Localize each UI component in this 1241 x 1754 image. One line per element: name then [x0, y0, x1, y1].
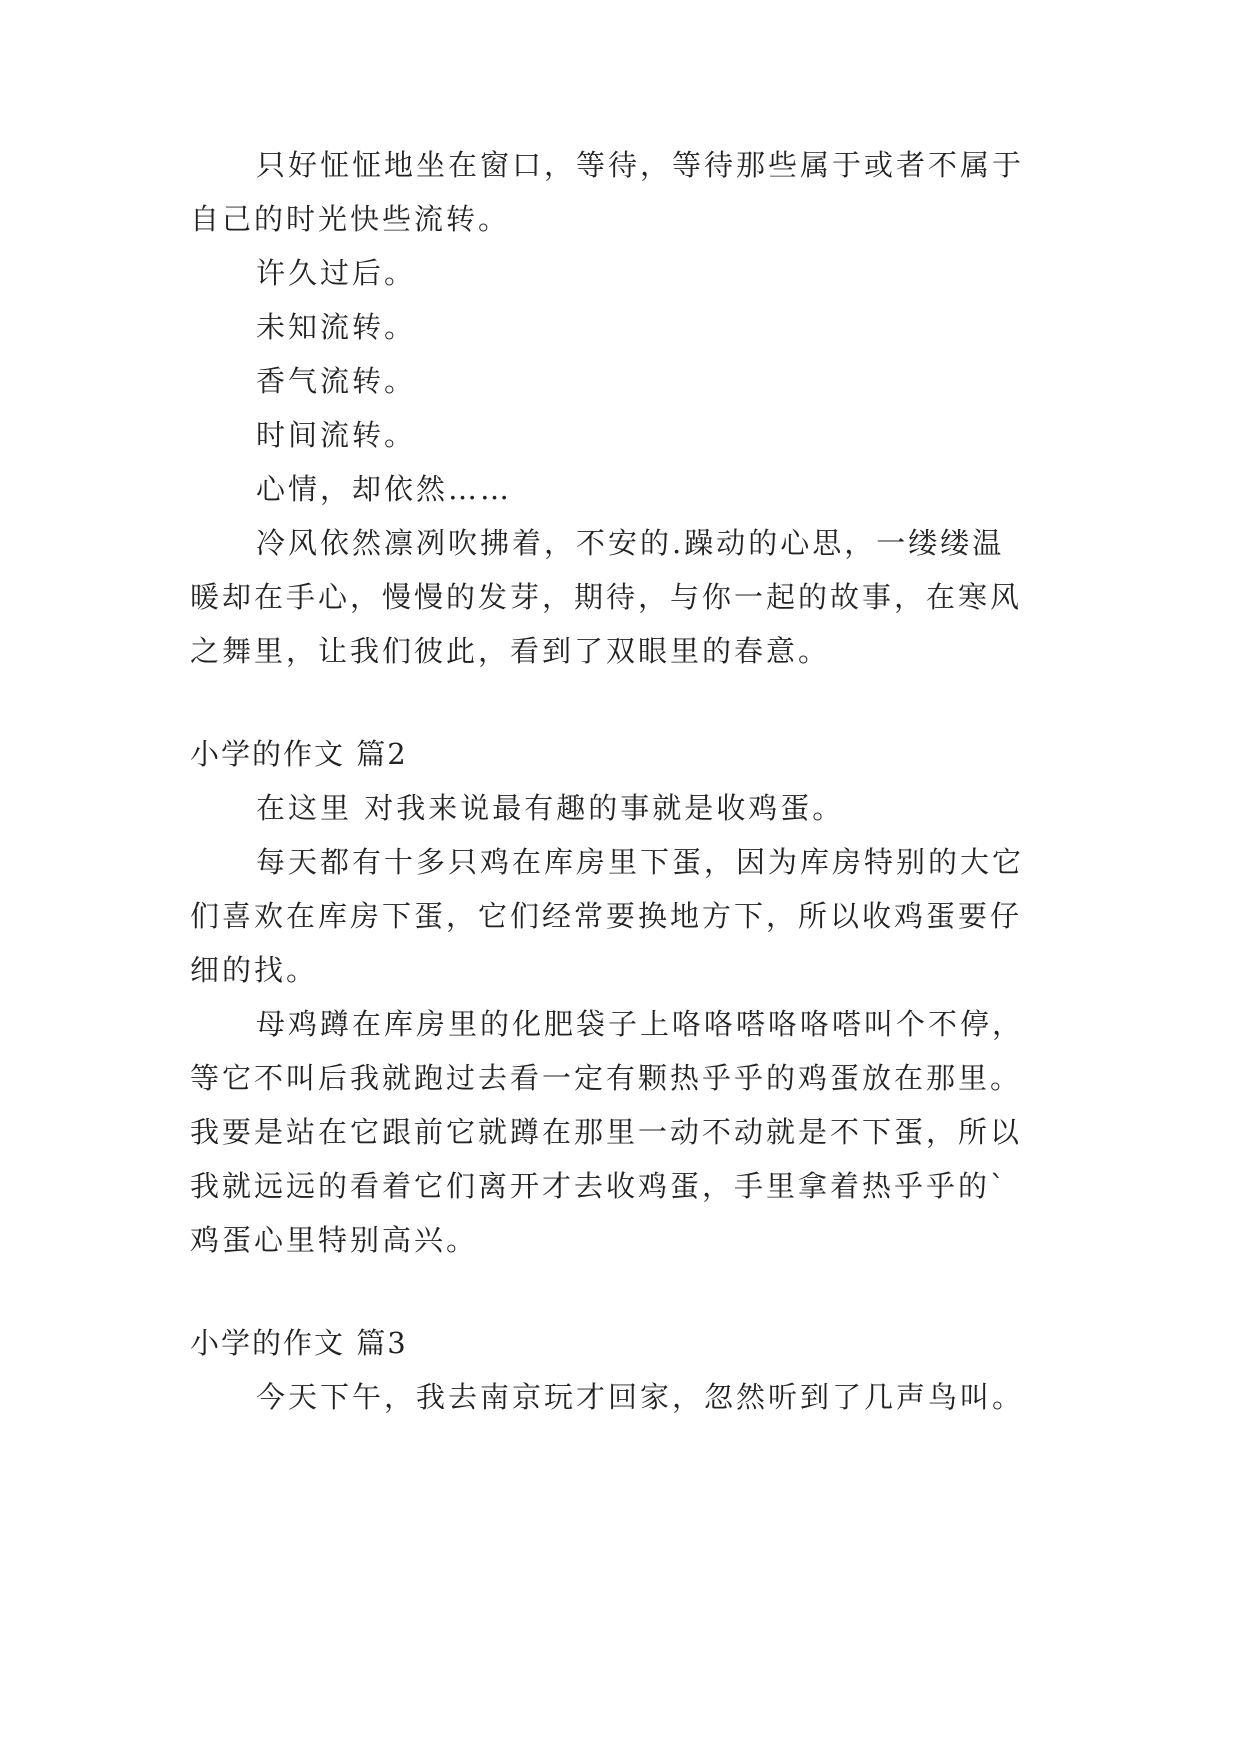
paragraph-line: 在这里 对我来说最有趣的事就是收鸡蛋。 — [256, 791, 845, 825]
section-heading: 小学的作文 篇2 — [190, 737, 408, 771]
paragraph-line: 母鸡蹲在库房里的化肥袋子上咯咯嗒咯咯嗒叫个不停， — [256, 1007, 1025, 1041]
paragraph-line: 细的找。 — [190, 953, 319, 987]
section-heading: 小学的作文 篇3 — [190, 1326, 408, 1360]
paragraph-line: 每天都有十多只鸡在库房里下蛋，因为库房特别的大它 — [256, 845, 1025, 879]
paragraph-line: 今天下午，我去南京玩才回家，忽然听到了几声鸟叫。 — [256, 1380, 1025, 1414]
paragraph-line: 暖却在手心，慢慢的发芽，期待，与你一起的故事，在寒风 — [190, 580, 1023, 614]
paragraph-line: 未知流转。 — [256, 310, 417, 344]
paragraph-line: 自己的时光快些流转。 — [190, 202, 511, 236]
paragraph-line: 许久过后。 — [256, 256, 417, 290]
paragraph-line: 等它不叫后我就跑过去看一定有颗热乎乎的鸡蛋放在那里。 — [190, 1061, 1023, 1095]
paragraph-line: 我要是站在它跟前它就蹲在那里一动不动就是不下蛋，所以 — [190, 1115, 1023, 1149]
paragraph-line: 之舞里，让我们彼此，看到了双眼里的春意。 — [190, 634, 831, 668]
paragraph-line: 我就远远的看着它们离开才去收鸡蛋，手里拿着热乎乎的` — [190, 1169, 1008, 1203]
paragraph-line: 香气流转。 — [256, 364, 417, 398]
paragraph-line: 心情，却依然…… — [256, 472, 513, 506]
paragraph-line: 们喜欢在库房下蛋，它们经常要换地方下，所以收鸡蛋要仔 — [190, 899, 1023, 933]
paragraph-line: 鸡蛋心里特别高兴。 — [190, 1223, 479, 1257]
paragraph-line: 冷风依然凛冽吹拂着，不安的.躁动的心思，一缕缕温 — [256, 526, 1005, 560]
paragraph-line: 只好怔怔地坐在窗口，等待，等待那些属于或者不属于 — [256, 148, 1025, 182]
paragraph-line: 时间流转。 — [256, 418, 417, 452]
